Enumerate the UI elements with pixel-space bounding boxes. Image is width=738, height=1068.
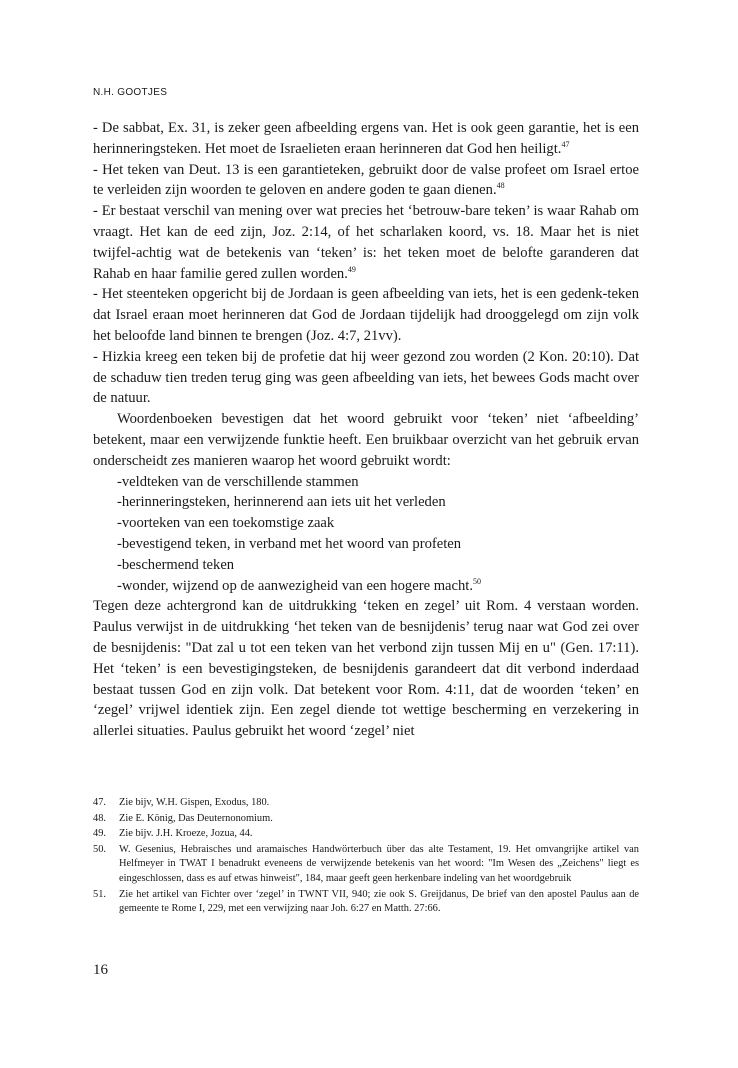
- running-head: N.H. GOOTJES: [93, 87, 168, 98]
- body-text: [93, 118, 639, 742]
- footnote-ref: 50: [473, 576, 482, 586]
- list-item: -wonder, wijzend op de aanwezigheid van een hogere macht.$^{50}$: [117, 576, 482, 594]
- paragraph: - Hizkia kreeg een teken bij de profetie dat hij weer gezond zou worden (2 Kon. 20:10). Dat de schaduw tien treden terug ging was geen afbeelding van iets, het bewees Gods macht over de natuur.: [93, 348, 639, 407]
- list-item: -bevestigend teken, in verband met het woord van profeten: [117, 535, 462, 552]
- footnote: 48. Zie E. König, Das Deuternonomium.: [93, 812, 273, 824]
- footnote-ref: 47: [561, 139, 570, 149]
- list-item: -herinneringsteken, herinnerend aan iets uit het verleden: [117, 494, 446, 511]
- footnote: 50. W. Gesenius, Hebraisches und aramaisches Handwörterbuch über das alte Testament, 19. Het omvangrijke artikel van Helfmeyer in TWAT I benadrukt eveneens de verwijzende betekenis van het woord: "Im Wesen des „Zeichens" liegt es eingeschlossen, dass es auf etwas hinweist", 184, maar geeft geen herkenbare indeling van het woordgebruik: [93, 843, 639, 884]
- list-item: -voorteken van een toekomstige zaak: [117, 515, 335, 532]
- footnote: 51. Zie het artikel van Fichter over ‘zegel’ in TWNT VII, 940; zie ook S. Greijdanus, De brief van den apostel Paulus aan de gemeente te Rome I, 229, met een verwijzing naar Joh. 6:27 en Matth. 27:66.: [93, 888, 639, 915]
- paragraph: - Het steenteken opgericht bij de Jordaan is geen afbeelding van iets, het is een gedenk-teken dat Israel eraan moet herinneren dat God de Jordaan tijdelijk had drooggelegd om zijn volk het beloofde land binnen te brengen (Joz. 4:7, 21vv).: [93, 286, 639, 344]
- closing-paragraph: Tegen deze achtergrond kan de uitdrukking ‘teken en zegel’ uit Rom. 4 verstaan worden. Paulus verwijst in de uitdrukking ‘het teken van de besnijdenis’ terug naar wat God zei over de besnijdenis: "Dat zal u tot een teken van het verbond zijn tussen Mij en u" (Gen. 17:11). Het ‘teken’ is een bevestigingsteken, de besnijdenis garandeert dat dit verbond inderdaad bestaat tussen God en zijn volk. Dat betekent voor Rom. 4:11, dat de woorden ‘teken’ en ‘zegel’ vrijwel identiek zijn. Een zegel diende tot wettige bescherming en verzekering in allerlei situaties. Paulus gebruikt het woord ‘zegel’ niet: [93, 598, 639, 740]
- paragraph: Woordenboeken bevestigen dat het woord gebruikt voor ‘teken’ niet ‘afbeelding’ betekent, maar een verwijzende funktie heeft. Een bruikbaar overzicht van het gebruik ervan onderscheidt zes manieren waarop het woord gebruikt wordt:: [93, 411, 639, 469]
- paragraph: - Er bestaat verschil van mening over wat precies het ‘betrouw-bare teken’ is waar Rahab om vraagt. Het kan de eed zijn, Joz. 2:14, of het scharlaken koord, vs. 18. Maar het is niet twijfel-achtig wat de betekenis van ‘teken’ is: het teken moet de belofte garanderen dat Rahab en haar familie gered zullen worden.$^{49}$: [93, 203, 639, 282]
- paragraph: - Het teken van Deut. 13 is een garantieteken, gebruikt door de valse profeet om Israel ertoe te verleiden zijn woorden te geloven en andere goden te gaan dienen.$^{48}$: [93, 161, 639, 199]
- footnote: 49. Zie bijv. J.H. Kroeze, Jozua, 44.: [93, 828, 253, 840]
- footnotes: [93, 796, 639, 918]
- list-item: -veldteken van de verschillende stammen: [117, 473, 359, 490]
- footnote-ref: 49: [347, 264, 356, 274]
- footnote-ref: 48: [496, 181, 505, 191]
- footnote: 47. Zie bijv, W.H. Gispen, Exodus, 180.: [93, 797, 270, 808]
- usage-list: [93, 472, 639, 597]
- paragraph: - De sabbat, Ex. 31, is zeker geen afbeelding ergens van. Het is ook geen garantie, het is een herinneringsteken. Het moet de Israelieten eraan herinneren dat God hen heiligt.$^{47}$: [93, 120, 639, 157]
- list-item: -beschermend teken: [117, 556, 235, 573]
- page-number: 16: [93, 962, 108, 978]
